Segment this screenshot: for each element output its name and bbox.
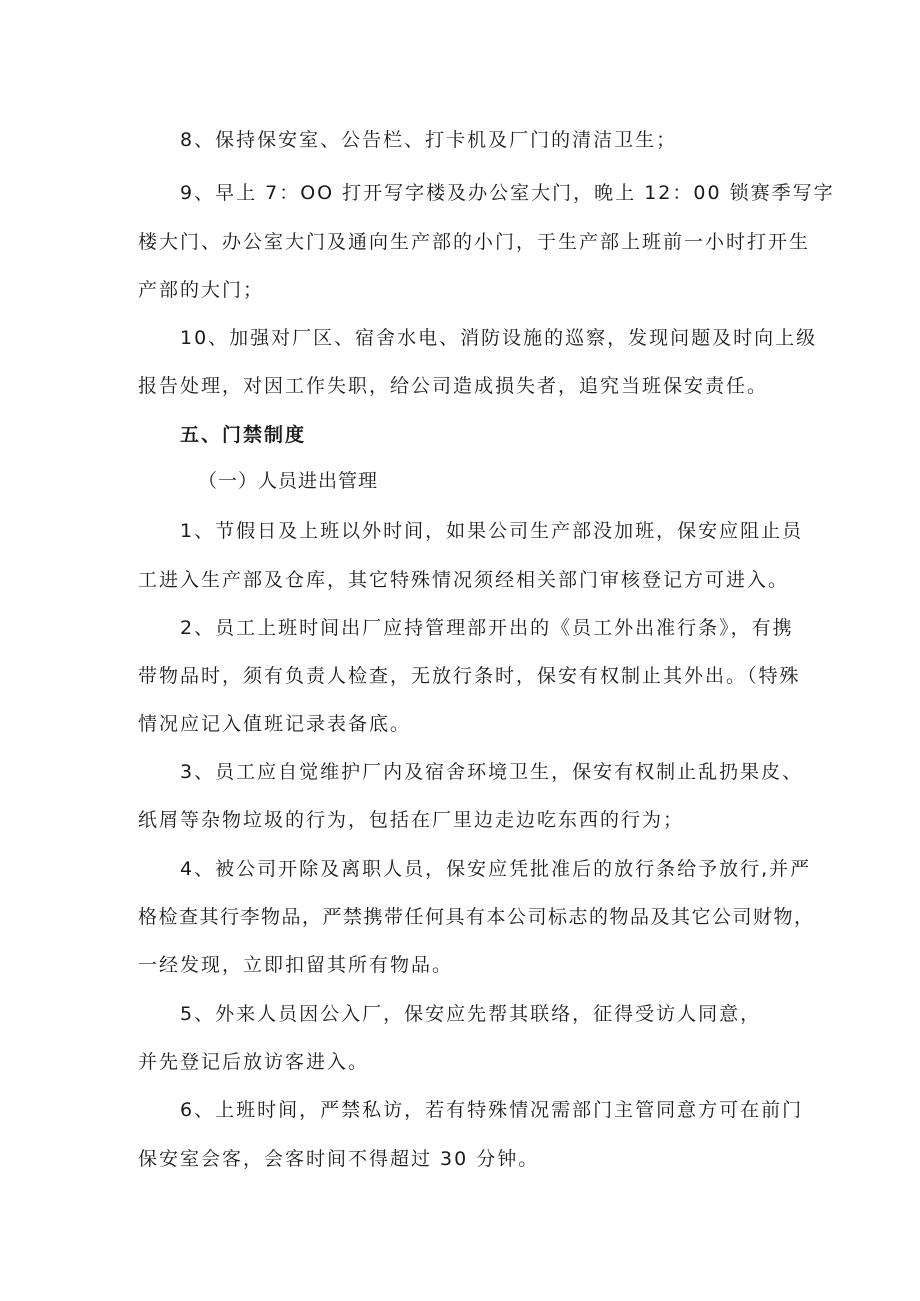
- text-line: 6、上班时间，严禁私访，若有特殊情况需部门主管同意方可在前门: [180, 1099, 804, 1121]
- text-line: 格检查其行李物品，严禁携带任何具有本公司标志的物品及其它公司财物，: [138, 906, 815, 928]
- text-line: 一经发现，立即扣留其所有物品。: [138, 954, 454, 976]
- text-line: 楼大门、办公室大门及通向生产部的小门，于生产部上班前一小时打开生: [138, 231, 811, 253]
- text-line: 3、员工应自觉维护厂内及宿舍环境卫生，保安有权制止乱扔果皮、: [180, 761, 804, 783]
- text-line: 情况应记入值班记录表备底。: [138, 713, 412, 735]
- subsection-heading: （一）人员进出管理: [198, 470, 379, 492]
- text-line: 产部的大门；: [138, 279, 265, 301]
- text-line: 9、早上 7：OO 打开写字楼及办公室大门，晚上 12：00 锁赛季写字: [180, 182, 835, 204]
- text-line: 并先登记后放访客进入。: [138, 1051, 370, 1073]
- text-line: 5、外来人员因公入厂，保安应先帮其联络，征得受访人同意，: [180, 1003, 762, 1025]
- text-line: 1、节假日及上班以外时间，如果公司生产部没加班，保安应阻止员: [180, 520, 804, 542]
- text-line: 报告处理，对因工作失职，给公司造成损失者，追究当班保安责任。: [138, 375, 769, 397]
- text-line: 工进入生产部及仓库，其它特殊情况须经相关部门审核登记方可进入。: [138, 569, 790, 591]
- text-line: 纸屑等杂物垃圾的行为，包括在厂里边走边吃东西的行为；: [138, 809, 685, 831]
- text-line: 8、保持保安室、公告栏、打卡机及厂门的清洁卫生；: [180, 129, 678, 151]
- text-line: 带物品时，须有负责人检查，无放行条时，保安有权制止其外出。（特殊: [138, 665, 801, 687]
- text-line: 2、员工上班时间出厂应持管理部开出的《员工外出准行条》，有携: [180, 617, 794, 639]
- section-heading: 五、门禁制度: [180, 424, 307, 446]
- text-line: 10、加强对厂区、宿舍水电、消防设施的巡察，发现问题及时向上级: [180, 327, 818, 349]
- text-line: 保安室会客，会客时间不得超过 30 分钟。: [138, 1148, 540, 1170]
- text-line: 4、被公司开除及离职人员，保安应凭批准后的放行条给予放行,并严: [180, 858, 812, 880]
